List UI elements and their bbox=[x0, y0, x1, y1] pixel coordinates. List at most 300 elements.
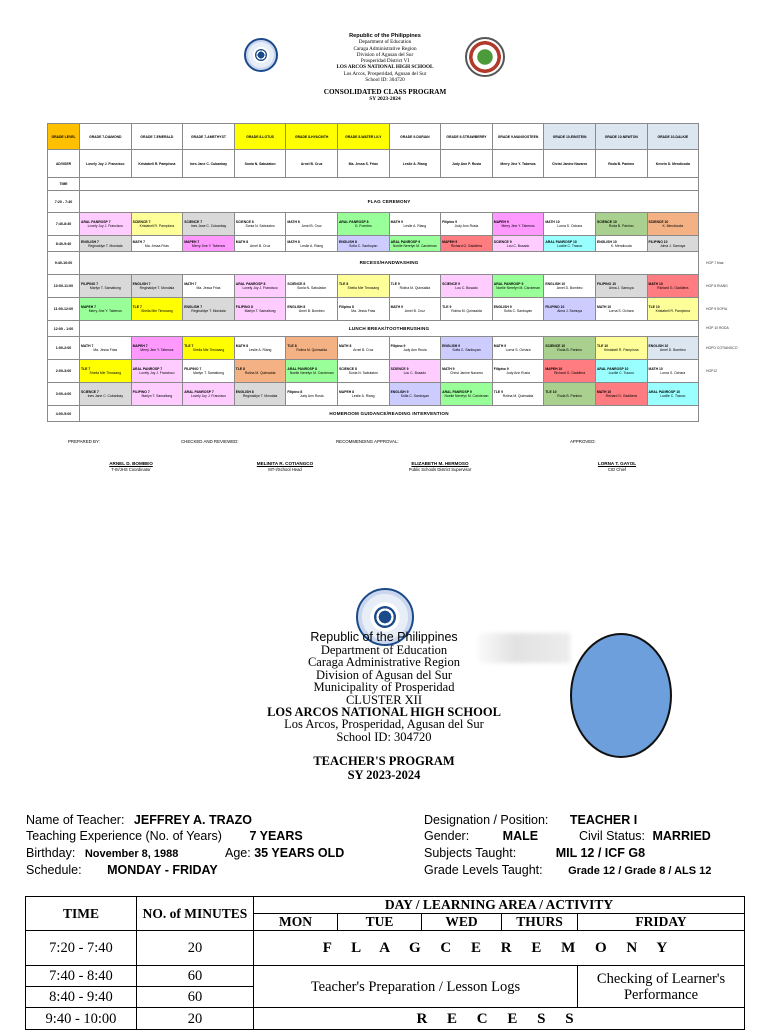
subject-text: MATH 9 bbox=[390, 305, 403, 309]
schedule-cell bbox=[595, 360, 647, 383]
signatory-position: T-III/JHS Coordinator bbox=[111, 467, 151, 472]
teacher-text: K. Mendicoda bbox=[610, 243, 632, 248]
teacher-text: Lorna S. Ochara bbox=[557, 224, 583, 228]
teacher-text: Lovely Joy J. Francisco bbox=[190, 394, 227, 398]
schedule-cell bbox=[80, 360, 132, 383]
school-address: Los Arcos, Prosperidad, Agusan del Sur bbox=[284, 717, 484, 732]
teacher-text: Alma J. Samuya bbox=[660, 243, 686, 248]
subject-text: FILIPINO 7 bbox=[132, 390, 150, 394]
experience-label: Teaching Experience (No. of Years) bbox=[26, 829, 222, 843]
teacher-text: Ma. Jessa Frias bbox=[196, 286, 221, 290]
side-note: HGP 10 RODA bbox=[706, 326, 729, 330]
schedule-cell bbox=[131, 360, 183, 383]
teacher-text: Roda B. Panimo bbox=[557, 394, 582, 398]
time-label-row bbox=[48, 178, 699, 191]
minutes-cell: 60 bbox=[137, 966, 254, 987]
teacher-text: Kristabell R. Pamplona bbox=[139, 224, 175, 228]
grades-label: Grade Levels Taught: bbox=[424, 863, 543, 877]
teacher-text: Lou C. Bosado bbox=[455, 286, 478, 290]
experience-row bbox=[26, 829, 303, 843]
teacher-text: Sheila Mie Timosang bbox=[141, 309, 173, 313]
subject-text: MATH 7 bbox=[184, 282, 197, 286]
subject-text: TLE 10 bbox=[545, 390, 557, 394]
schedule-cell bbox=[337, 360, 389, 383]
schedule-cell bbox=[389, 213, 441, 236]
day-tue: TUE bbox=[338, 914, 422, 931]
schedule-cell bbox=[234, 275, 286, 298]
subject-text: SCIENCE 9 bbox=[390, 367, 409, 371]
schedule-cell bbox=[544, 236, 596, 252]
adviser-cell: Kevein D. Mendicoda bbox=[647, 150, 699, 178]
teacher-text: Sofia C. Sanbuyan bbox=[349, 243, 378, 248]
subject-text: MAPEH 7 bbox=[132, 344, 148, 348]
subject-text: ENGLISH 9 bbox=[442, 344, 461, 348]
subject-text: ENGLISH 7 bbox=[81, 239, 99, 244]
teacher-text: Arnel B. Cruz bbox=[404, 309, 425, 313]
schedule-cell bbox=[544, 298, 596, 321]
signatory-label: APPROVED: bbox=[570, 439, 596, 444]
signatory-label: CHECKED AND REVIEWED: bbox=[181, 439, 239, 444]
teacher-text: Reginaldye T. Mondala bbox=[139, 286, 175, 290]
subject-text: MAPEH 9 bbox=[442, 239, 458, 244]
schedule-cell bbox=[389, 236, 441, 252]
teacher-text: Arnel B. Bombeo bbox=[298, 309, 325, 313]
schedule-cell bbox=[389, 275, 441, 298]
schedule-cell bbox=[647, 236, 699, 252]
schedule-cell bbox=[441, 360, 493, 383]
subject-text: FILIPINO 7 bbox=[81, 282, 99, 286]
civil-status-value: MARRIED bbox=[652, 829, 711, 843]
schedule-row bbox=[48, 406, 699, 422]
teacher-text: Lovely Joy J. Francisco bbox=[87, 224, 123, 228]
section-header: GRADE 10-EINSTEIN bbox=[544, 124, 596, 150]
teacher-text: Noelle Nerefyn M. Carotenan bbox=[444, 394, 489, 398]
schedule-cell bbox=[131, 275, 183, 298]
schedule-cell bbox=[131, 213, 183, 236]
subject-text: SCIENCE 7 bbox=[184, 220, 203, 224]
span-activity-cell: LUNCH BREAK/TOOTHBRUSHING bbox=[80, 321, 699, 337]
teacher-text: Reginaldye T. Mondala bbox=[191, 309, 226, 313]
subject-text: SCIENCE 10 bbox=[648, 220, 669, 224]
subject-text: Filipino 8 bbox=[287, 390, 303, 394]
subject-text: MATH 8 bbox=[287, 220, 300, 224]
time-cell: 3:00-4:00 bbox=[48, 383, 80, 406]
teacher-text: Marlyn T. Samaltong bbox=[244, 309, 276, 313]
schedule-cell bbox=[647, 275, 699, 298]
schedule-cell bbox=[80, 236, 132, 252]
subjects-value: MIL 12 / ICF G8 bbox=[555, 846, 646, 860]
schedule-row bbox=[26, 863, 218, 877]
schedule-cell bbox=[389, 383, 441, 406]
schedule-row bbox=[48, 236, 699, 252]
schedule-cell bbox=[234, 236, 286, 252]
teacher-text: Sheila Mie Timosang bbox=[89, 371, 122, 375]
teacher-text: Judy Ann Rusia bbox=[299, 394, 324, 398]
time-cell: 7:20 - 7:40 bbox=[48, 191, 80, 213]
teacher-text: Rolina M. Quinsalda bbox=[451, 309, 482, 313]
subject-text: TLE 8 bbox=[338, 282, 349, 286]
teacher-name: JEFFREY A. TRAZO bbox=[133, 813, 252, 827]
teacher-text: Noelle Nerefyn M. Carotenan bbox=[392, 243, 437, 248]
schedule-cell bbox=[441, 236, 493, 252]
subject-text: ENGLISH 8 bbox=[287, 305, 306, 309]
schedule-cell bbox=[441, 298, 493, 321]
subject-text: ENGLISH 7 bbox=[184, 305, 203, 309]
teacher-text: Rolina M. Quinsalda bbox=[399, 286, 431, 290]
municipality-text: Municipality of Prosperidad bbox=[313, 680, 455, 695]
adviser-label: ADVISER bbox=[48, 150, 80, 178]
schedule-cell bbox=[286, 337, 338, 360]
age-value: 35 YEARS OLD bbox=[254, 846, 345, 860]
teacher-text: Arnel D. Bombeo bbox=[659, 348, 686, 352]
time-cell: 10:00-11:00 bbox=[48, 275, 80, 298]
teacher-text: Rolina M. Quinsalda bbox=[244, 371, 276, 375]
teacher-text: Judy Ann Rusia bbox=[454, 224, 479, 228]
designation-value: TEACHER I bbox=[569, 813, 638, 827]
subject-text: MATH 8 bbox=[235, 344, 249, 348]
teacher-text: Arnel D. Bombeo bbox=[556, 286, 583, 290]
schedule-cell bbox=[80, 383, 132, 406]
schedule-row bbox=[48, 321, 699, 337]
teacher-text: Lucille C. Trazoo bbox=[608, 371, 634, 375]
schedule-cell bbox=[183, 298, 235, 321]
teacher-text: Ma. Jessa Frias bbox=[351, 309, 376, 313]
teacher-text: Lucille C. Trazoo bbox=[557, 243, 583, 248]
teacher-text: Richard G. Gaddiera bbox=[605, 394, 637, 398]
republic-text: Republic of the Philippines bbox=[349, 33, 421, 39]
signatories bbox=[68, 439, 678, 479]
subject-text: ARAL PANROSP 8 bbox=[287, 367, 317, 371]
schedule-row bbox=[48, 298, 699, 321]
subject-text: MATH 10 bbox=[596, 305, 612, 309]
subject-text: ENGLISH 10 bbox=[596, 239, 617, 244]
schedule-cell bbox=[544, 337, 596, 360]
schedule-cell bbox=[492, 275, 544, 298]
schedule-cell bbox=[544, 383, 596, 406]
schedule-cell bbox=[131, 383, 183, 406]
adviser-cell: Christ Janine Navarro bbox=[544, 150, 596, 178]
schedule-cell bbox=[337, 275, 389, 298]
schedule-cell bbox=[492, 236, 544, 252]
civil-status-row bbox=[579, 829, 711, 843]
teacher-text: Arnel B. Cruz bbox=[353, 348, 374, 352]
subject-text: MATH 10 bbox=[648, 367, 663, 371]
subject-text: MATH 9 bbox=[442, 367, 455, 371]
signatory-label: PREPARED BY: bbox=[68, 439, 100, 444]
teacher-text: Noelle Nerefyn M. Carotenan bbox=[289, 371, 334, 375]
teacher-text: Merry Jine Y. Tabenos bbox=[140, 348, 174, 352]
schedule-cell bbox=[286, 383, 338, 406]
birthday-value: November 8, 1988 bbox=[84, 848, 179, 860]
schedule-cell bbox=[183, 236, 235, 252]
teacher-program-page bbox=[0, 575, 768, 1027]
school-address: Los Arcos, Prosperidad, Agusan del Sur bbox=[343, 70, 427, 77]
schedule-row bbox=[48, 213, 699, 236]
subject-text: SCIENCE 10 bbox=[545, 344, 566, 348]
schedule-cell bbox=[183, 213, 235, 236]
time-cell: 2:00-3:00 bbox=[48, 360, 80, 383]
region-text: Caraga Administrative Region bbox=[307, 655, 461, 670]
subject-text: TLE 9 bbox=[442, 305, 452, 309]
span-activity-cell: HOMEROOM GUIDANCE/READING INTERVENTION bbox=[80, 406, 699, 422]
age-label: Age: bbox=[225, 846, 251, 860]
subject-text: MATH 10 bbox=[596, 390, 612, 394]
subject-text: ARAL PANROSP 9 bbox=[493, 282, 524, 286]
subject-text: SCIENCE 8 bbox=[338, 367, 357, 371]
district-text: Prosperidad District VI bbox=[360, 58, 410, 65]
teacher-name-label: Name of Teacher: bbox=[26, 813, 125, 827]
teacher-text: Rolina M. Quinsalda bbox=[502, 394, 534, 398]
teacher-text: Sofia C. Sanbuyan bbox=[400, 394, 429, 398]
gender-value: MALE bbox=[502, 829, 539, 843]
teacher-text: Sonia N. Sabulaton bbox=[245, 224, 275, 228]
schedule-cell bbox=[337, 383, 389, 406]
department-text: Department of Education bbox=[358, 39, 412, 46]
schedule-cell bbox=[234, 337, 286, 360]
day-thurs: THURS bbox=[502, 914, 578, 931]
schedule-cell bbox=[441, 383, 493, 406]
schedule-cell bbox=[80, 337, 132, 360]
schedule-cell bbox=[492, 337, 544, 360]
time-cell: 7:20 - 7:40 bbox=[26, 931, 137, 966]
subject-text: ENGLISH 7 bbox=[132, 282, 151, 286]
teacher-text: Ines Jane C. Cubanbay bbox=[190, 224, 227, 228]
schedule-cell bbox=[595, 337, 647, 360]
teacher-text: Sonia N. Sabulaton bbox=[348, 371, 378, 375]
time-cell: 11:00-12:00 bbox=[48, 298, 80, 321]
class-program-page bbox=[0, 0, 768, 490]
schedule-cell bbox=[441, 213, 493, 236]
time-cell: 8:40-9:40 bbox=[48, 236, 80, 252]
side-note: HGPO COTIANGCO bbox=[706, 345, 738, 350]
time-cell: 7:40-8:40 bbox=[48, 213, 80, 236]
grade-level-label: GRADE LEVEL bbox=[48, 124, 80, 150]
subject-text: MAPEH 7 bbox=[81, 305, 97, 309]
subject-text: FILIPINO 7 bbox=[184, 367, 202, 371]
subject-text: ARAL PANROSP 10 bbox=[648, 390, 680, 394]
minutes-header: NO. of MINUTES bbox=[137, 897, 254, 931]
age-row bbox=[225, 846, 344, 860]
subject-text: MATH 10 bbox=[648, 282, 663, 286]
grade-level-row bbox=[48, 124, 699, 150]
teacher-text: Kristabell R. Pamplona bbox=[603, 348, 639, 352]
subject-text: TLE 10 bbox=[596, 344, 609, 348]
subject-text: ENGLISH 8 bbox=[338, 239, 357, 244]
teacher-text: Sofia C. Sanbuyan bbox=[452, 348, 481, 352]
preparation-cell: Teacher's Preparation / Lesson Logs bbox=[254, 966, 578, 1008]
section-header: GRADE 7-EMERALD bbox=[131, 124, 183, 150]
schedule-row bbox=[48, 337, 699, 360]
grades-value: Grade 12 / Grade 8 / ALS 12 bbox=[568, 865, 712, 877]
schedule-cell bbox=[131, 337, 183, 360]
teacher-text: Marlyn T. Samaltong bbox=[193, 371, 224, 375]
teacher-text: Merry Jine Y. Tabenos bbox=[88, 309, 122, 313]
subject-text: ARAL PANROSP 7 bbox=[81, 220, 111, 224]
section-header: GRADE 7-DIAMOND bbox=[80, 124, 132, 150]
adviser-cell: Judy Ann P. Rusia bbox=[441, 150, 493, 178]
teacher-text: Sheila Mie Timosang bbox=[192, 348, 225, 352]
subject-text: Filipino 8 bbox=[338, 305, 354, 309]
time-cell: 9:40-10:00 bbox=[48, 252, 80, 275]
schedule-cell bbox=[337, 213, 389, 236]
adviser-cell: Sonia N. Sabulaton bbox=[234, 150, 286, 178]
teacher-text: Lorna S. Ochara bbox=[505, 348, 531, 352]
schedule-cell bbox=[492, 383, 544, 406]
subject-text: TLE 7 bbox=[184, 344, 194, 348]
adviser-cell: Merry Jine Y. Tabenos bbox=[492, 150, 544, 178]
schedule-cell bbox=[183, 275, 235, 298]
schedule-cell bbox=[286, 236, 338, 252]
subjects-row bbox=[424, 846, 645, 860]
subject-text: TLE 10 bbox=[648, 305, 660, 309]
teacher-program-title: TEACHER'S PROGRAM bbox=[313, 754, 455, 769]
schedule-cell bbox=[647, 383, 699, 406]
subject-text: MATH 8 bbox=[287, 239, 300, 244]
school-name: LOS ARCOS NATIONAL HIGH SCHOOL bbox=[267, 705, 501, 720]
designation-row bbox=[424, 813, 637, 827]
subject-text: ARAL PANROSP 7 bbox=[132, 367, 163, 371]
section-header: GRADE 8-WATER LILY bbox=[337, 124, 389, 150]
schedule-cell bbox=[131, 236, 183, 252]
teacher-text: Reginaldye T. Mondala bbox=[88, 243, 123, 248]
subject-text: MAPEH 10 bbox=[545, 367, 563, 371]
teacher-name-row bbox=[26, 813, 252, 827]
teacher-text: Richard G. Gaddiera bbox=[450, 243, 482, 248]
time-header: TIME bbox=[26, 897, 137, 931]
school-id: School ID: 304720 bbox=[336, 729, 432, 744]
schedule-cell bbox=[183, 360, 235, 383]
blank-cell bbox=[80, 178, 699, 191]
teacher-text: Lorna S. Ochara bbox=[608, 309, 634, 313]
subject-text: SCIENCE 9 bbox=[493, 239, 512, 244]
adviser-row bbox=[48, 150, 699, 178]
teacher-text: Roda B. Panimo bbox=[608, 224, 634, 228]
subject-text: ARAL PANROSP 9 bbox=[390, 239, 421, 244]
school-id: School ID: 304720 bbox=[365, 77, 405, 84]
schedule-cell bbox=[286, 213, 338, 236]
cluster-text: CLUSTER XII bbox=[345, 692, 423, 707]
schedule-cell bbox=[286, 275, 338, 298]
teacher-text: Leslie A. Riang bbox=[300, 243, 323, 248]
subject-text: TLE 8 bbox=[287, 344, 297, 348]
signatory-position: CID Chief bbox=[607, 467, 627, 472]
subject-text: MATH 9 bbox=[390, 220, 403, 224]
subject-text: Filipino 9 bbox=[390, 344, 406, 348]
schedule-cell bbox=[595, 383, 647, 406]
time-cell: 4:00-5:00 bbox=[48, 406, 80, 422]
subject-text: ARAL PANROSP 9 bbox=[442, 390, 472, 394]
schedule-cell bbox=[80, 213, 132, 236]
day-wed: WED bbox=[422, 914, 502, 931]
teacher-text: Kristabell R. Pamplona bbox=[655, 309, 691, 313]
schedule-cell bbox=[131, 298, 183, 321]
teacher-text: Rolina M. Quinsalda bbox=[296, 348, 327, 352]
teacher-text: Marlyn T. Samaltong bbox=[141, 394, 173, 398]
grades-row bbox=[424, 863, 711, 877]
adviser-cell: Roda B. Panimo bbox=[595, 150, 647, 178]
schedule-cell bbox=[492, 213, 544, 236]
subject-text: MATH 8 bbox=[338, 344, 352, 348]
teacher-text: Reginaldye T. Mondala bbox=[242, 394, 278, 398]
schedule-cell bbox=[441, 337, 493, 360]
schedule-cell bbox=[389, 337, 441, 360]
section-header: GRADE 10-DALKIE bbox=[647, 124, 699, 150]
schedule-label: Schedule: bbox=[26, 863, 82, 877]
adviser-cell: Arnel B. Cruz bbox=[286, 150, 338, 178]
civil-status-label: Civil Status: bbox=[579, 829, 645, 843]
recess-cell: R E C E S S bbox=[254, 1008, 745, 1030]
subject-text: ARAL PANROSP 10 bbox=[545, 239, 577, 244]
teacher-text: K. Mendicoda bbox=[662, 224, 684, 228]
schedule-cell bbox=[492, 298, 544, 321]
schedule-row bbox=[48, 252, 699, 275]
schedule-cell bbox=[389, 360, 441, 383]
day-friday: FRIDAY bbox=[578, 914, 745, 931]
subject-text: SCIENCE 8 bbox=[235, 220, 254, 224]
department-text: Department of Education bbox=[320, 643, 448, 657]
day-mon: MON bbox=[254, 914, 338, 931]
subject-text: TLE 7 bbox=[81, 367, 91, 371]
subject-text: MATH 8 bbox=[235, 239, 249, 244]
teacher-text: Ines Jane C. Cubanbay bbox=[87, 394, 124, 398]
schedule-cell bbox=[647, 337, 699, 360]
signatory-name: ARNEL D. BOMBEO bbox=[109, 461, 153, 466]
time-label: TIME bbox=[48, 178, 80, 191]
schedule-cell bbox=[337, 236, 389, 252]
schedule-cell bbox=[389, 298, 441, 321]
section-header: GRADE 8-HYACINTH bbox=[286, 124, 338, 150]
subject-text: ARAL PANROSP 8 bbox=[235, 282, 266, 286]
subject-text: SCIENCE 10 bbox=[596, 220, 617, 224]
side-note: HGP 7 frias bbox=[706, 260, 724, 265]
checking-cell: Checking of Learner's Performance bbox=[578, 966, 745, 1008]
signatory-position: MT-I/School Head bbox=[268, 467, 302, 472]
teacher-text: Ma. Jessa Frias bbox=[144, 243, 169, 248]
teacher-text: Arnel B. Cruz bbox=[301, 224, 322, 228]
schedule-cell bbox=[234, 360, 286, 383]
gender-label: Gender: bbox=[424, 829, 470, 843]
teacher-text: Roda B. Panimo bbox=[557, 348, 582, 352]
schedule-cell bbox=[234, 298, 286, 321]
section-header: GRADE 7-AMETHYST bbox=[183, 124, 235, 150]
teacher-text: Lucille C. Trazoo bbox=[660, 394, 686, 398]
schedule-cell bbox=[441, 275, 493, 298]
adviser-cell: Leslie A. Riang bbox=[389, 150, 441, 178]
teacher-text: Lou C. Bosado bbox=[403, 371, 427, 375]
minutes-cell: 20 bbox=[137, 1008, 254, 1030]
subject-text: TLE 9 bbox=[493, 390, 503, 394]
class-program-title: CONSOLIDATED CLASS PROGRAM bbox=[323, 88, 447, 97]
schedule-cell bbox=[544, 213, 596, 236]
schedule-cell bbox=[80, 275, 132, 298]
teacher-text: Richard G. Gaddiera bbox=[554, 371, 586, 375]
teacher-text: Sonia N. Sabulaton bbox=[297, 286, 327, 290]
signatory-name: LORNA T. GAYOL bbox=[597, 461, 637, 466]
schedule-cell bbox=[80, 298, 132, 321]
schedule-row bbox=[48, 275, 699, 298]
span-activity-cell: FLAG CEREMONY bbox=[80, 191, 699, 213]
subject-text: ARAL PANROSP 8 bbox=[338, 220, 369, 224]
schedule-cell bbox=[647, 298, 699, 321]
teacher-text: Lorna S. Ochara bbox=[660, 371, 686, 375]
region-text: Caraga Administrative Region bbox=[353, 45, 417, 52]
schedule-row bbox=[48, 383, 699, 406]
teacher-text: Lou C. Bosado bbox=[506, 243, 530, 248]
school-name: LOS ARCOS NATIONAL HIGH SCHOOL bbox=[336, 64, 434, 71]
schedule-cell bbox=[544, 360, 596, 383]
section-header: GRADE 8-LOTUS bbox=[234, 124, 286, 150]
schedule-cell bbox=[286, 360, 338, 383]
